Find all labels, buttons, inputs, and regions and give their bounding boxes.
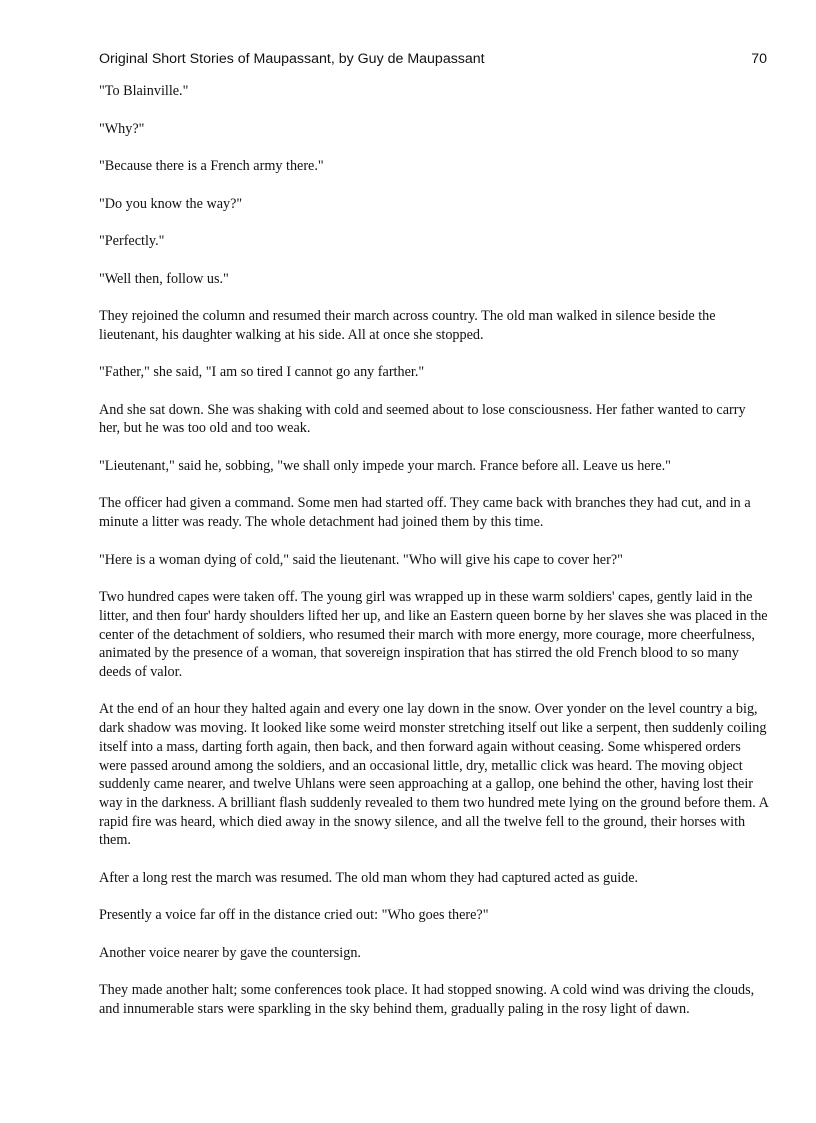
paragraph: "Perfectly." [99, 233, 165, 249]
paragraph: Presently a voice far off in the distance cried out: "Who goes there?" [99, 907, 489, 924]
story-body [99, 82, 769, 1038]
book-title: Original Short Stories of Maupassant, by Guy de Maupassant [99, 51, 485, 67]
paragraph: At the end of an hour they halted again and every one lay down in the snow. Over yonder on the level country a big, dark shadow was moving. It looked like some weird monster stretching itself out like a serpent, then suddenly coiling itself into a mass, darting forth again, then back, and then forward again without ceasing. Some whispered orders were passed around among the soldiers, and an occasional little, dry, metallic click was heard. The moving object suddenly came nearer, and twelve Uhlans were seen approaching at a gallop, one behind the other, having lost their way in the darkness. A brilliant flash suddenly revealed to them two hundred mete lying on the ground before them. A rapid fire was heard, which died away in the snowy silence, and all the twelve fell to the ground, their horses with them. [99, 701, 769, 849]
page-number: 70 [751, 51, 767, 67]
paragraph: "Well then, follow us." [99, 270, 229, 287]
paragraph: Two hundred capes were taken off. The young girl was wrapped up in these warm soldiers' capes, gently laid in the litter, and then four' hardy shoulders lifted her up, and like an Eastern queen borne by her slaves she was placed in the center of the detachment of soldiers, who resumed their march with more energy, more courage, more cheerfulness, animated by the presence of a woman, that sovereign inspiration that has stirred the old French blood to so many deeds of valor. [99, 589, 768, 680]
paragraph: After a long rest the march was resumed. The old man whom they had captured acted as guide. [99, 869, 639, 886]
paragraph: "Why?" [99, 120, 145, 137]
paragraph: "Lieutenant," said he, sobbing, "we shall only impede your march. France before all. Leave us here." [99, 457, 671, 474]
paragraph: Another voice nearer by gave the countersign. [99, 944, 361, 961]
running-header [99, 51, 767, 71]
paragraph: "Because there is a French army there." [99, 158, 324, 174]
paragraph: "Here is a woman dying of cold," said the lieutenant. "Who will give his cape to cover her?" [99, 551, 623, 568]
paragraph: "To Blainville." [99, 83, 189, 99]
paragraph: They made another halt; some conferences took place. It had stopped snowing. A cold wind was driving the clouds, and innumerable stars were sparkling in the sky behind them, gradually paling in the rosy light of dawn. [99, 982, 755, 1018]
paragraph: "Father," she said, "I am so tired I cannot go any farther." [99, 364, 425, 381]
paragraph: And she sat down. She was shaking with cold and seemed about to lose consciousness. Her father wanted to carry her, but he was too old and too weak. [99, 401, 746, 437]
paragraph: The officer had given a command. Some men had started off. They came back with branches they had cut, and in a minute a litter was ready. The whole detachment had joined them by this time. [99, 495, 751, 531]
paragraph: They rejoined the column and resumed their march across country. The old man walked in silence beside the lieutenant, his daughter walking at his side. All at once she stopped. [99, 308, 716, 343]
paragraph: "Do you know the way?" [99, 195, 243, 212]
